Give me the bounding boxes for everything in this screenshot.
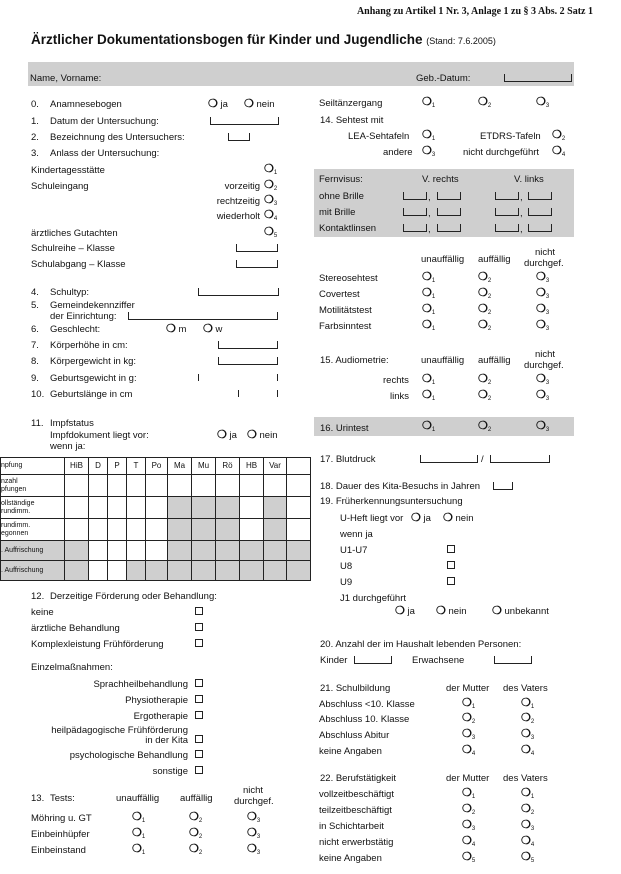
einzel-label: Einzelmaßnahmen:: [31, 662, 113, 673]
schulbildung-row: Abschluss 10. Klasse: [319, 714, 410, 725]
table-row: [1, 541, 311, 561]
einzel-item: psychologische Behandlung: [69, 750, 188, 761]
item-4-num: 4.: [31, 287, 39, 298]
uheft-nein-radio[interactable]: ❍ nein: [443, 512, 474, 524]
item-10-label: Geburtslänge in cm: [50, 389, 133, 400]
col-auffaellig: auffällig: [478, 254, 511, 265]
row-label: rundimm. egonnen: [1, 519, 65, 541]
blutdruck-sys-field[interactable]: [420, 455, 478, 463]
row-label: . Auffrischung: [1, 541, 65, 561]
vision-test-radio[interactable]: $❍_3$: [536, 303, 550, 316]
kita-radio[interactable]: $❍_1$: [264, 163, 278, 176]
vision-test-radio[interactable]: $❍_3$: [536, 319, 550, 332]
haushalt-label: 20. Anzahl der im Haushalt lebenden Personen:: [320, 639, 522, 650]
vater-col: des Vaters: [503, 773, 548, 784]
psych-checkbox[interactable]: [195, 750, 203, 761]
gemeinde-field[interactable]: [128, 312, 278, 320]
item-0-num: 0.: [31, 99, 39, 110]
schulbildung-row: keine Angaben: [319, 746, 382, 757]
schulbildung-radio[interactable]: $❍_1$: [462, 697, 476, 710]
u-item-label: U9: [340, 577, 353, 588]
audiometrie-radio[interactable]: $❍_2$: [478, 389, 492, 402]
vorzeitig-label: vorzeitig: [224, 181, 260, 192]
table-header: HiB: [65, 458, 89, 475]
item-6-num: 6.: [31, 324, 39, 335]
height-field[interactable]: [218, 341, 278, 349]
u-item-label: U8: [340, 561, 353, 572]
urintest-radio[interactable]: $❍_1$: [422, 420, 436, 433]
item-10-num: 10.: [31, 389, 45, 400]
anamnese-ja-radio[interactable]: ❍ ja: [208, 98, 228, 110]
ergo-checkbox[interactable]: [195, 711, 203, 722]
einzel-item: Physiotherapie: [125, 695, 188, 706]
test-radio[interactable]: $❍_2$: [189, 811, 203, 824]
table-header: Ma: [168, 458, 192, 475]
item-13-num: 13.: [31, 793, 45, 804]
col-nicht: nicht: [243, 785, 264, 796]
item-9-label: Geburtsgewicht in g:: [50, 373, 137, 384]
col-unauffaellig: unauffällig: [116, 793, 160, 804]
einzel-item: Ergotherapie: [133, 711, 188, 722]
rechts-label: rechts: [383, 375, 409, 386]
seil-radio[interactable]: $❍_2$: [478, 96, 492, 109]
uheft-ja-radio[interactable]: ❍ ja: [411, 512, 431, 524]
visus-field[interactable]: [528, 192, 552, 200]
item-2-num: 2.: [31, 132, 39, 143]
test-radio[interactable]: $❍_1$: [132, 811, 146, 824]
geschlecht-w-radio[interactable]: ❍ w: [203, 323, 223, 335]
wenn-ja-label: wenn ja: [340, 529, 373, 540]
lea-radio[interactable]: $❍_1$: [422, 129, 436, 142]
col-auffaellig: auffällig: [478, 355, 511, 366]
u-item-label: U1-U7: [340, 545, 368, 556]
item-9-num: 9.: [31, 373, 39, 384]
visus-field[interactable]: [437, 192, 461, 200]
visus-field[interactable]: [403, 192, 427, 200]
col-durchgef: durchgef.: [524, 258, 564, 269]
visus-field[interactable]: [495, 224, 519, 232]
fern-row-label: ohne Brille: [319, 191, 364, 202]
vision-test-radio[interactable]: $❍_1$: [422, 319, 436, 332]
vision-test-label: Farbsinntest: [319, 321, 372, 332]
kinder-field[interactable]: [354, 656, 392, 664]
vision-test-radio[interactable]: $❍_2$: [478, 303, 492, 316]
table-header: npfung: [1, 458, 65, 475]
gutachten-radio[interactable]: $❍_5$: [264, 226, 278, 239]
item-0-label: Anamnesebogen: [50, 99, 122, 110]
table-header: Mu: [192, 458, 216, 475]
col-durchgef: durchgef.: [234, 796, 274, 807]
beruf-radio[interactable]: $❍_5$: [521, 851, 535, 864]
vision-test-radio[interactable]: $❍_3$: [536, 287, 550, 300]
physio-checkbox[interactable]: [195, 695, 203, 706]
kita-label: Kindertagesstätte: [31, 165, 105, 176]
table-header: P: [108, 458, 127, 475]
col-unauffaellig: unauffällig: [421, 355, 465, 366]
beruf-radio[interactable]: $❍_3$: [521, 819, 535, 832]
test-radio[interactable]: $❍_1$: [132, 827, 146, 840]
einzel-item: sonstige: [152, 766, 188, 777]
sonstige-checkbox[interactable]: [195, 766, 203, 777]
v-links-label: V. links: [514, 174, 544, 185]
nicht-durchgef-radio[interactable]: $❍_4$: [552, 145, 566, 158]
test-label: Einbeinstand: [31, 845, 86, 856]
col-unauffaellig: unauffällig: [421, 254, 465, 265]
fern-row-label: Kontaktlinsen: [319, 223, 377, 234]
anamnese-nein-radio[interactable]: ❍ nein: [244, 98, 275, 110]
schulbildung-radio[interactable]: $❍_4$: [521, 744, 535, 757]
vision-test-label: Stereosehtest: [319, 273, 378, 284]
visus-field[interactable]: [403, 224, 427, 232]
rechtzeitig-radio[interactable]: $❍_3$: [264, 194, 278, 207]
beruf-row: keine Angaben: [319, 853, 382, 864]
impf-nein-radio[interactable]: ❍ nein: [247, 429, 278, 441]
col-nicht: nicht: [535, 349, 556, 360]
seil-radio[interactable]: $❍_1$: [422, 96, 436, 109]
gutachten-label: ärztliches Gutachten: [31, 228, 118, 239]
einzel-item: heilpädagogische Frühförderung: [51, 725, 188, 736]
audiometrie-radio[interactable]: $❍_3$: [536, 373, 550, 386]
vaccination-table: [0, 457, 311, 581]
impfdok-label: Impfdokument liegt vor:: [50, 430, 149, 441]
blutdruck-dia-field[interactable]: [490, 455, 550, 463]
vision-test-radio[interactable]: $❍_3$: [536, 271, 550, 284]
schulbildung-radio[interactable]: $❍_3$: [462, 728, 476, 741]
andere-radio[interactable]: $❍_3$: [422, 145, 436, 158]
vision-test-radio[interactable]: $❍_2$: [478, 271, 492, 284]
urintest-radio[interactable]: $❍_3$: [536, 420, 550, 433]
birth-length-field[interactable]: [238, 390, 278, 397]
rechtzeitig-label: rechtzeitig: [216, 196, 260, 207]
item-1-num: 1.: [31, 116, 39, 127]
schulreihe-label: Schulreihe – Klasse: [31, 243, 115, 254]
beruf-radio[interactable]: $❍_1$: [462, 787, 476, 800]
v-rechts-label: V. rechts: [422, 174, 459, 185]
kita-dauer-field[interactable]: [493, 482, 513, 490]
schulbildung-radio[interactable]: $❍_3$: [521, 728, 535, 741]
test-radio[interactable]: $❍_2$: [189, 827, 203, 840]
beruf-row: teilzeitbeschäftigt: [319, 805, 392, 816]
visus-field[interactable]: [495, 208, 519, 216]
item-3-num: 3.: [31, 148, 39, 159]
table-row: [1, 561, 311, 581]
table-row: [1, 458, 311, 475]
schuleingang-label: Schuleingang: [31, 181, 89, 192]
row-label: nzahl pfungen: [1, 475, 65, 497]
geschlecht-m-radio[interactable]: ❍ m: [166, 323, 187, 335]
visus-field[interactable]: [528, 208, 552, 216]
sehtest-label: 14. Sehtest mit: [320, 115, 384, 126]
wiederholt-radio[interactable]: $❍_4$: [264, 209, 278, 222]
schulabgang-label: Schulabgang – Klasse: [31, 259, 126, 270]
schulreihe-field[interactable]: [236, 244, 278, 252]
item-8-label: Körpergewicht in kg:: [50, 356, 137, 367]
schulbildung-row: Abschluss <10. Klasse: [319, 699, 415, 710]
date-field[interactable]: [210, 117, 279, 125]
fernvisus-label: Fernvisus:: [319, 174, 363, 185]
vision-test-label: Motilitätstest: [319, 305, 372, 316]
beruf-radio[interactable]: $❍_5$: [462, 851, 476, 864]
table-header: T: [127, 458, 146, 475]
beruf-radio[interactable]: $❍_4$: [462, 835, 476, 848]
birth-label: Geb.-Datum:: [416, 73, 471, 84]
item-3-label: Anlass der Untersuchung:: [50, 148, 160, 159]
col-auffaellig: auffällig: [180, 793, 213, 804]
name-label: Name, Vorname:: [30, 73, 102, 84]
komplex-checkbox[interactable]: [195, 639, 203, 650]
visus-field[interactable]: [437, 208, 461, 216]
urintest-label: 16. Urintest: [320, 423, 369, 434]
schulbildung-label: 21. Schulbildung: [320, 683, 391, 694]
aerztlich-checkbox[interactable]: [195, 623, 203, 634]
impf-ja-radio[interactable]: ❍ ja: [217, 429, 237, 441]
wenn-ja-label: wenn ja:: [50, 441, 86, 452]
beruf-row: vollzeitbeschäftigt: [319, 789, 394, 800]
vater-col: des Vaters: [503, 683, 548, 694]
beruf-radio[interactable]: $❍_2$: [521, 803, 535, 816]
item-5-label2: der Einrichtung:: [50, 311, 117, 322]
table-header: Var: [264, 458, 287, 475]
schulbildung-radio[interactable]: $❍_2$: [521, 712, 535, 725]
audiometrie-radio[interactable]: $❍_1$: [422, 373, 436, 386]
table-header: Po: [146, 458, 168, 475]
mutter-col: der Mutter: [446, 773, 490, 784]
audiometrie-label: 15. Audiometrie:: [320, 355, 389, 366]
item-7-label: Körperhöhe in cm:: [50, 340, 128, 351]
vision-test-radio[interactable]: $❍_1$: [422, 303, 436, 316]
header-note: Anhang zu Artikel 1 Nr. 3, Anlage 1 zu § 3 Abs. 2 Satz 1: [356, 6, 593, 17]
vision-test-radio[interactable]: $❍_1$: [422, 287, 436, 300]
item-1-label: Datum der Untersuchung:: [50, 116, 159, 127]
col-durchgef: durchgef.: [524, 360, 564, 371]
table-header: HB: [240, 458, 264, 475]
u8-checkbox[interactable]: [447, 561, 455, 572]
j1-nein-radio[interactable]: ❍ nein: [436, 605, 467, 617]
lea-label: LEA-Sehtafeln: [348, 131, 410, 142]
schulbildung-row: Abschluss Abitur: [319, 730, 390, 741]
test-radio[interactable]: $❍_3$: [247, 843, 261, 856]
table-row: [1, 519, 311, 541]
visus-field[interactable]: [528, 224, 552, 232]
vision-test-radio[interactable]: $❍_1$: [422, 271, 436, 284]
beruf-row: in Schichtarbeit: [319, 821, 384, 832]
andere-label: andere: [383, 147, 413, 158]
einzel-item: in der Kita: [145, 735, 188, 746]
table-row: [1, 475, 311, 497]
keine-checkbox[interactable]: [195, 607, 203, 618]
j1-ja-radio[interactable]: ❍ ja: [395, 605, 415, 617]
birth-date-field[interactable]: [504, 74, 572, 82]
seil-radio[interactable]: $❍_3$: [536, 96, 550, 109]
item-12-num: 12.: [31, 591, 45, 602]
item-12-label: Derzeitige Förderung oder Behandlung:: [50, 591, 217, 602]
links-label: links: [390, 391, 410, 402]
col-nicht: nicht: [535, 247, 556, 258]
etdrs-radio[interactable]: $❍_2$: [552, 129, 566, 142]
item-2-label: Bezeichnung des Untersuchers:: [50, 132, 185, 143]
erwachsene-field[interactable]: [494, 656, 532, 664]
table-header: D: [89, 458, 108, 475]
foerderung-label: keine: [31, 607, 54, 618]
u1u7-checkbox[interactable]: [447, 545, 455, 556]
sprachheil-checkbox[interactable]: [195, 679, 203, 690]
uheft-label: U-Heft liegt vor: [340, 513, 404, 524]
name-bar: [28, 62, 574, 86]
erwachsene-label: Erwachsene: [412, 655, 465, 666]
item-13-label: Tests:: [50, 793, 75, 804]
j1-label: J1 durchgeführt: [340, 593, 407, 604]
test-radio[interactable]: $❍_3$: [247, 811, 261, 824]
audiometrie-radio[interactable]: $❍_1$: [422, 389, 436, 402]
seil-label: Seiltänzergang: [319, 98, 383, 109]
item-5-num: 5.: [31, 300, 39, 311]
foerderung-label: Komplexleistung Frühförderung: [31, 639, 164, 650]
visus-field[interactable]: [403, 208, 427, 216]
item-7-num: 7.: [31, 340, 39, 351]
beruf-radio[interactable]: $❍_2$: [462, 803, 476, 816]
heilpaed-checkbox[interactable]: [195, 735, 203, 746]
wiederholt-label: wiederholt: [216, 211, 260, 222]
row-label: . Auffrischung: [1, 561, 65, 581]
item-11-label: Impfstatus: [50, 418, 94, 429]
vision-test-label: Covertest: [319, 289, 360, 300]
visus-field[interactable]: [437, 224, 461, 232]
kinder-label: Kinder: [320, 655, 348, 666]
schulbildung-radio[interactable]: $❍_4$: [462, 744, 476, 757]
item-11-num: 11.: [31, 418, 44, 429]
etdrs-label: ETDRS-Tafeln: [480, 131, 541, 142]
birth-weight-field[interactable]: [198, 374, 278, 381]
u9-checkbox[interactable]: [447, 577, 455, 588]
vision-test-radio[interactable]: $❍_2$: [478, 287, 492, 300]
item-5-label: Gemeindekennziffer: [50, 300, 135, 311]
audiometrie-radio[interactable]: $❍_3$: [536, 389, 550, 402]
item-8-num: 8.: [31, 356, 39, 367]
mutter-col: der Mutter: [446, 683, 490, 694]
examiner-field[interactable]: [228, 133, 250, 141]
fern-row-label: mit Brille: [319, 207, 356, 218]
test-radio[interactable]: $❍_1$: [132, 843, 146, 856]
schulabgang-field[interactable]: [236, 260, 278, 268]
audiometrie-radio[interactable]: $❍_2$: [478, 373, 492, 386]
vorzeitig-radio[interactable]: $❍_2$: [264, 179, 278, 192]
test-radio[interactable]: $❍_2$: [189, 843, 203, 856]
page-title: Ärztlicher Dokumentationsbogen für Kinder und Jugendliche (Stand: 7.6.2005): [31, 32, 496, 47]
schulbildung-radio[interactable]: $❍_2$: [462, 712, 476, 725]
table-row: [1, 497, 311, 519]
test-label: Einbeinhüpfer: [31, 829, 90, 840]
urintest-radio[interactable]: $❍_2$: [478, 420, 492, 433]
einzel-item: Sprachheilbehandlung: [93, 679, 188, 690]
foerderung-label: ärztliche Behandlung: [31, 623, 120, 634]
table-header: Rö: [216, 458, 240, 475]
beruf-row: nicht erwerbstätig: [319, 837, 394, 848]
beruf-radio[interactable]: $❍_1$: [521, 787, 535, 800]
blutdruck-label: 17. Blutdruck: [320, 454, 376, 465]
beruf-label: 22. Berufstätigkeit: [320, 773, 397, 784]
item-6-label: Geschlecht:: [50, 324, 101, 335]
row-label: ollständige rundimm.: [1, 497, 65, 519]
test-label: Möhring u. GT: [31, 813, 92, 824]
schultyp-field[interactable]: [198, 288, 279, 296]
beruf-radio[interactable]: $❍_3$: [462, 819, 476, 832]
vision-test-radio[interactable]: $❍_2$: [478, 319, 492, 332]
j1-unbekannt-radio[interactable]: ❍ unbekannt: [492, 605, 549, 617]
frueherkennung-label: 19. Früherkennungsuntersuchung: [320, 496, 463, 507]
schulbildung-radio[interactable]: $❍_1$: [521, 697, 535, 710]
test-radio[interactable]: $❍_3$: [247, 827, 261, 840]
visus-field[interactable]: [495, 192, 519, 200]
nicht-durchgef-label: nicht durchgeführt: [463, 147, 540, 158]
beruf-radio[interactable]: $❍_4$: [521, 835, 535, 848]
kita-dauer-label: 18. Dauer des Kita-Besuchs in Jahren: [320, 481, 481, 492]
weight-field[interactable]: [218, 357, 278, 365]
item-4-label: Schultyp:: [50, 287, 90, 298]
